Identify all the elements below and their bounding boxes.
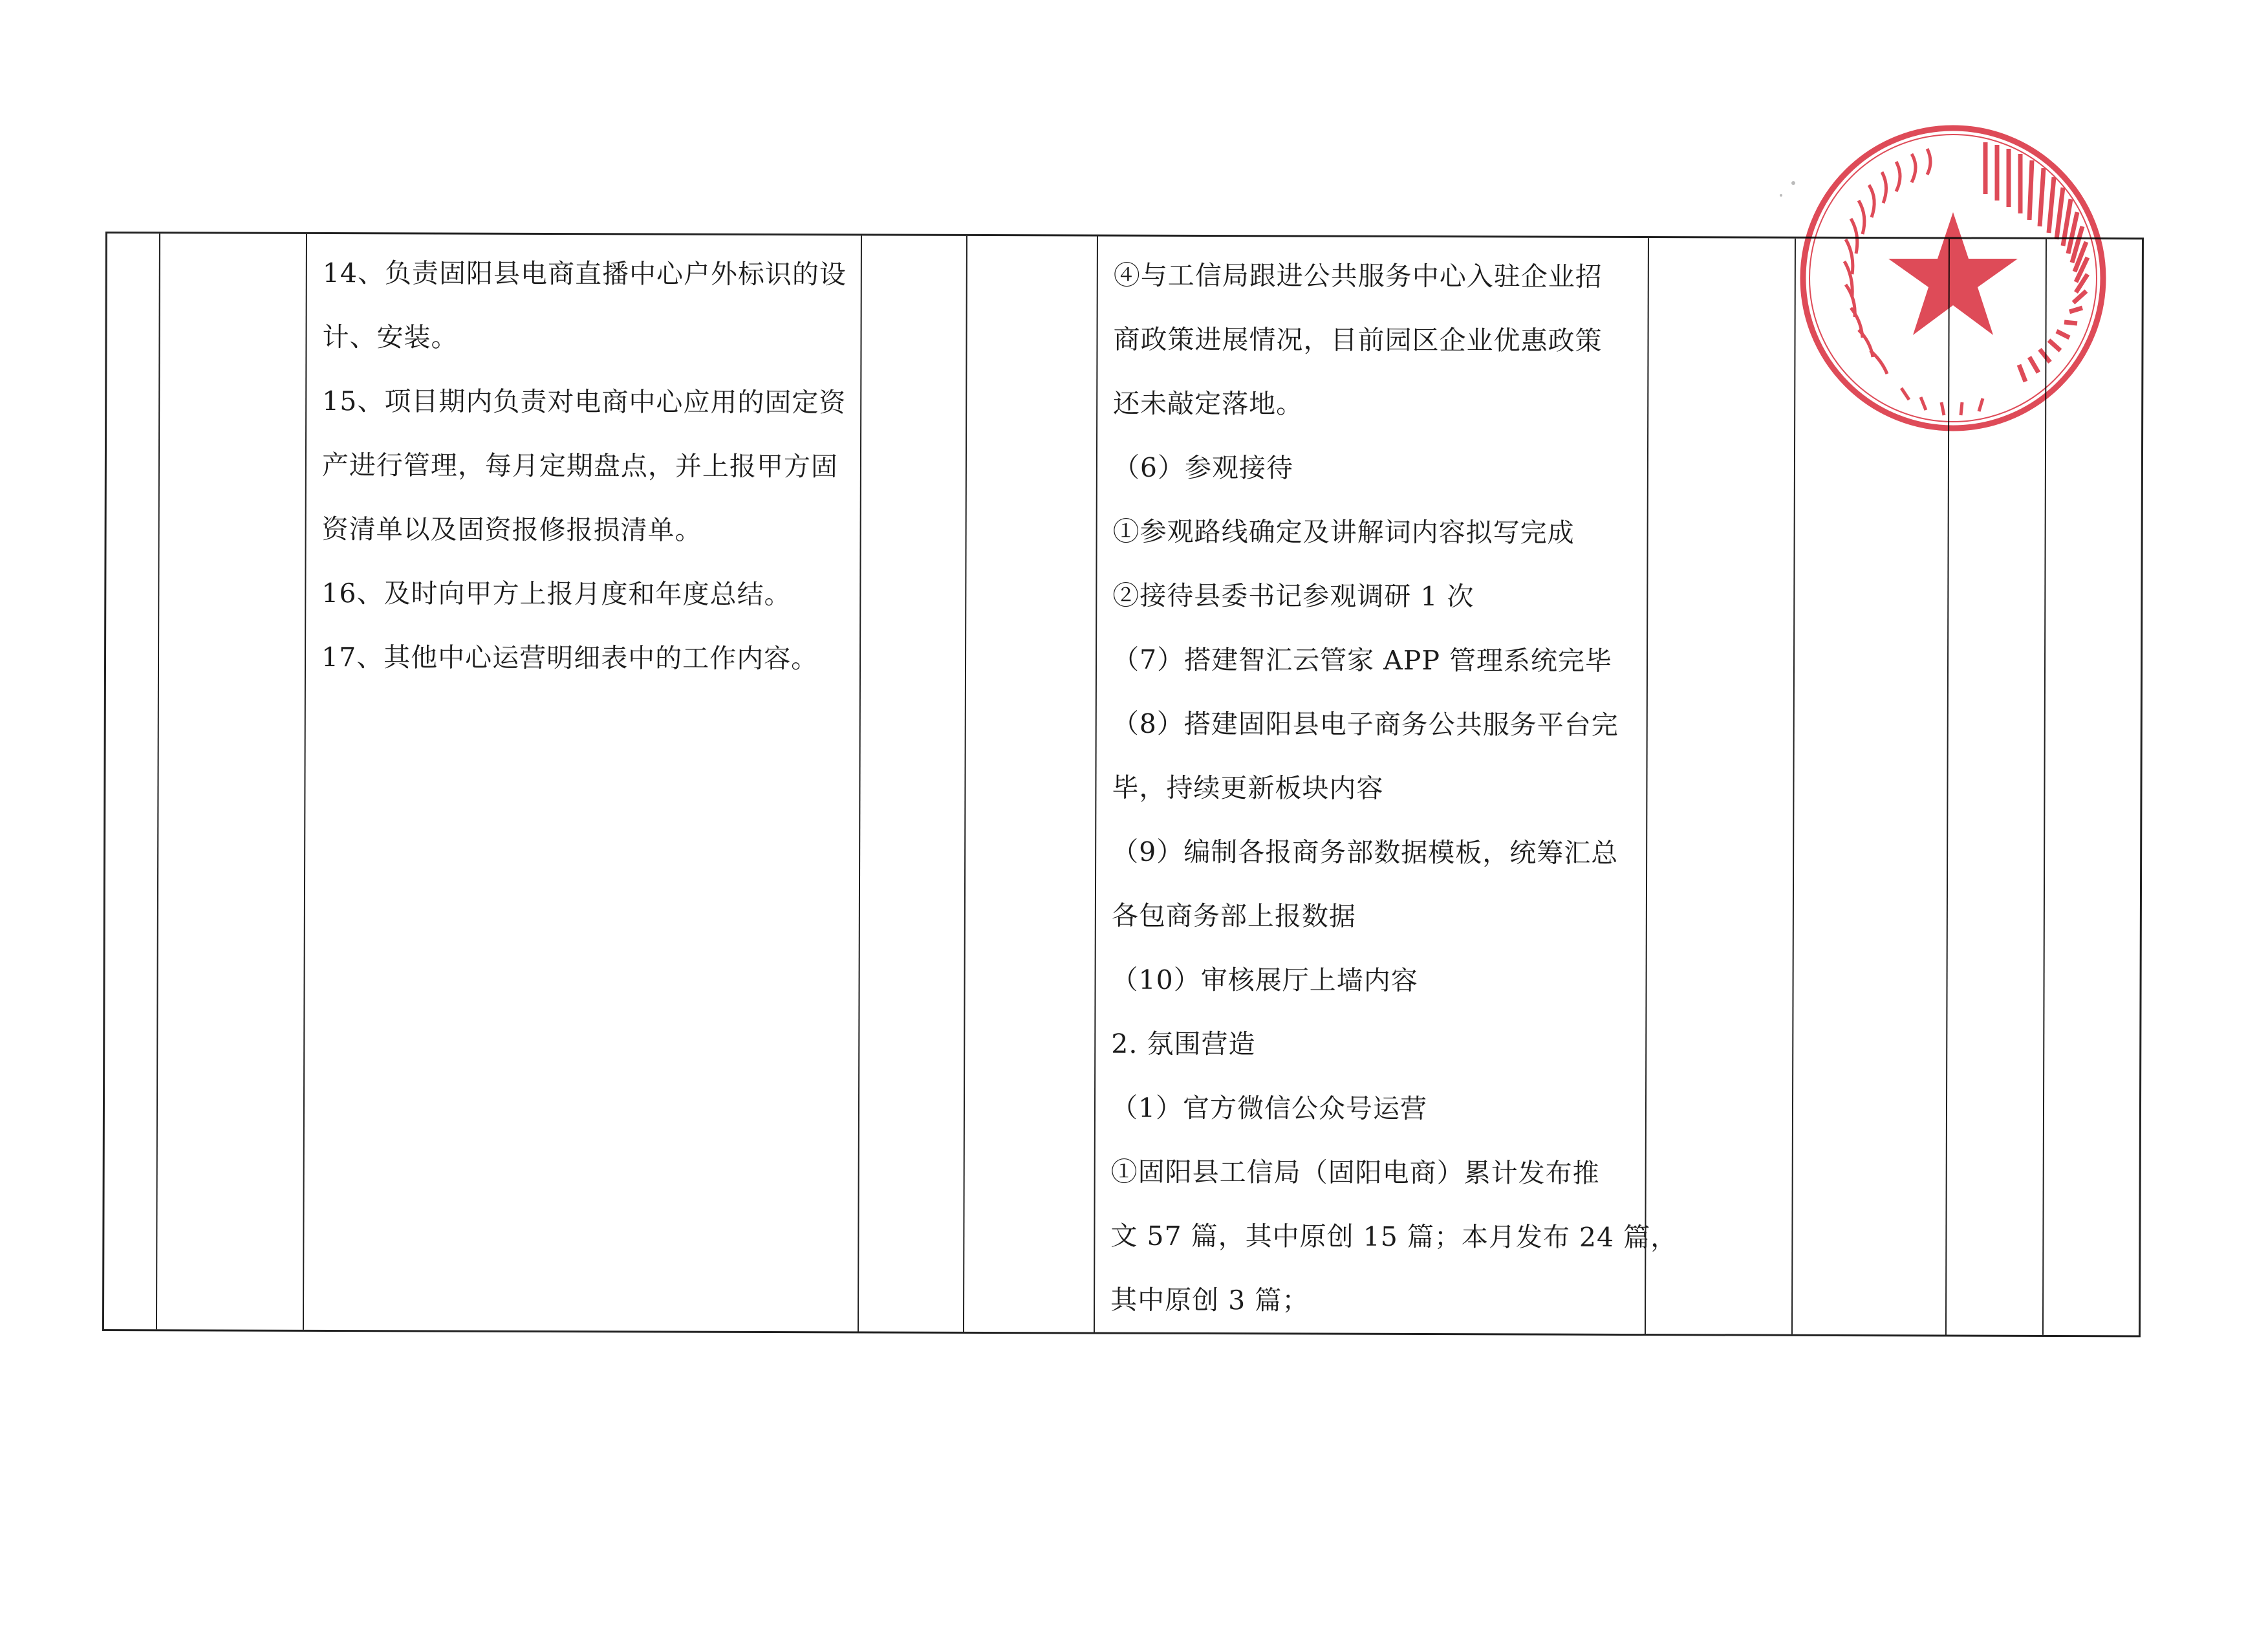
duty-line: 资清单以及固资报修报损清单。 xyxy=(321,513,702,546)
progress-line: （6）参观接待 xyxy=(1112,451,1294,484)
progress-line: （1）官方微信公众号运营 xyxy=(1110,1092,1428,1125)
table-column-divider xyxy=(858,235,862,1331)
duty-line: 15、项目期内负责对电商中心应用的固定资 xyxy=(322,385,847,418)
progress-line: 还未敲定落地。 xyxy=(1113,387,1304,420)
duty-line: 16、及时向甲方上报月度和年度总结。 xyxy=(321,577,792,611)
official-seal-stamp xyxy=(1791,116,2115,440)
table-column-divider xyxy=(156,233,160,1329)
progress-line: 其中原创 3 篇； xyxy=(1110,1284,1310,1316)
duty-line: 17、其他中心运营明细表中的工作内容。 xyxy=(321,641,819,675)
duties-cell xyxy=(321,241,847,691)
progress-line: ①参观路线确定及讲解词内容拟写完成 xyxy=(1112,516,1575,548)
progress-line: 商政策进展情况，目前园区企业优惠政策 xyxy=(1113,323,1603,356)
scan-speck xyxy=(1791,181,1795,185)
progress-line: （7）搭建智汇云管家 APP 管理系统完毕 xyxy=(1112,644,1613,677)
progress-line: （8）搭建固阳县电子商务公共服务平台完 xyxy=(1112,708,1619,741)
duty-line: 计、安装。 xyxy=(322,321,459,353)
progress-line: 文 57 篇，其中原创 15 篇；本月发布 24 篇， xyxy=(1110,1220,1678,1254)
duty-line: 产进行管理，每月定期盘点，并上报甲方固 xyxy=(321,449,838,483)
progress-line: ④与工信局跟进公共服务中心入驻企业招 xyxy=(1113,259,1603,292)
progress-line: ②接待县委书记参观调研 1 次 xyxy=(1112,580,1474,613)
progress-line: ①固阳县工信局（固阳电商）累计发布推 xyxy=(1110,1156,1600,1189)
progress-line: 2. 氛围营造 xyxy=(1111,1028,1256,1060)
table-column-divider xyxy=(963,236,967,1332)
table-column-divider xyxy=(303,234,307,1330)
progress-line: 毕，持续更新板块内容 xyxy=(1112,772,1384,804)
progress-line: （10）审核展厅上墙内容 xyxy=(1111,964,1418,997)
star-icon xyxy=(1888,212,2018,335)
duty-line: 14、负责固阳县电商直播中心户外标识的设 xyxy=(322,257,847,290)
scan-speck xyxy=(1780,194,1782,197)
table-column-divider xyxy=(1094,237,1098,1332)
progress-cell xyxy=(1110,244,1681,1334)
progress-line: （9）编制各报商务部数据模板，统筹汇总 xyxy=(1112,836,1619,869)
progress-line: 各包商务部上报数据 xyxy=(1111,900,1356,932)
seal-script-bottom xyxy=(1901,388,1983,415)
